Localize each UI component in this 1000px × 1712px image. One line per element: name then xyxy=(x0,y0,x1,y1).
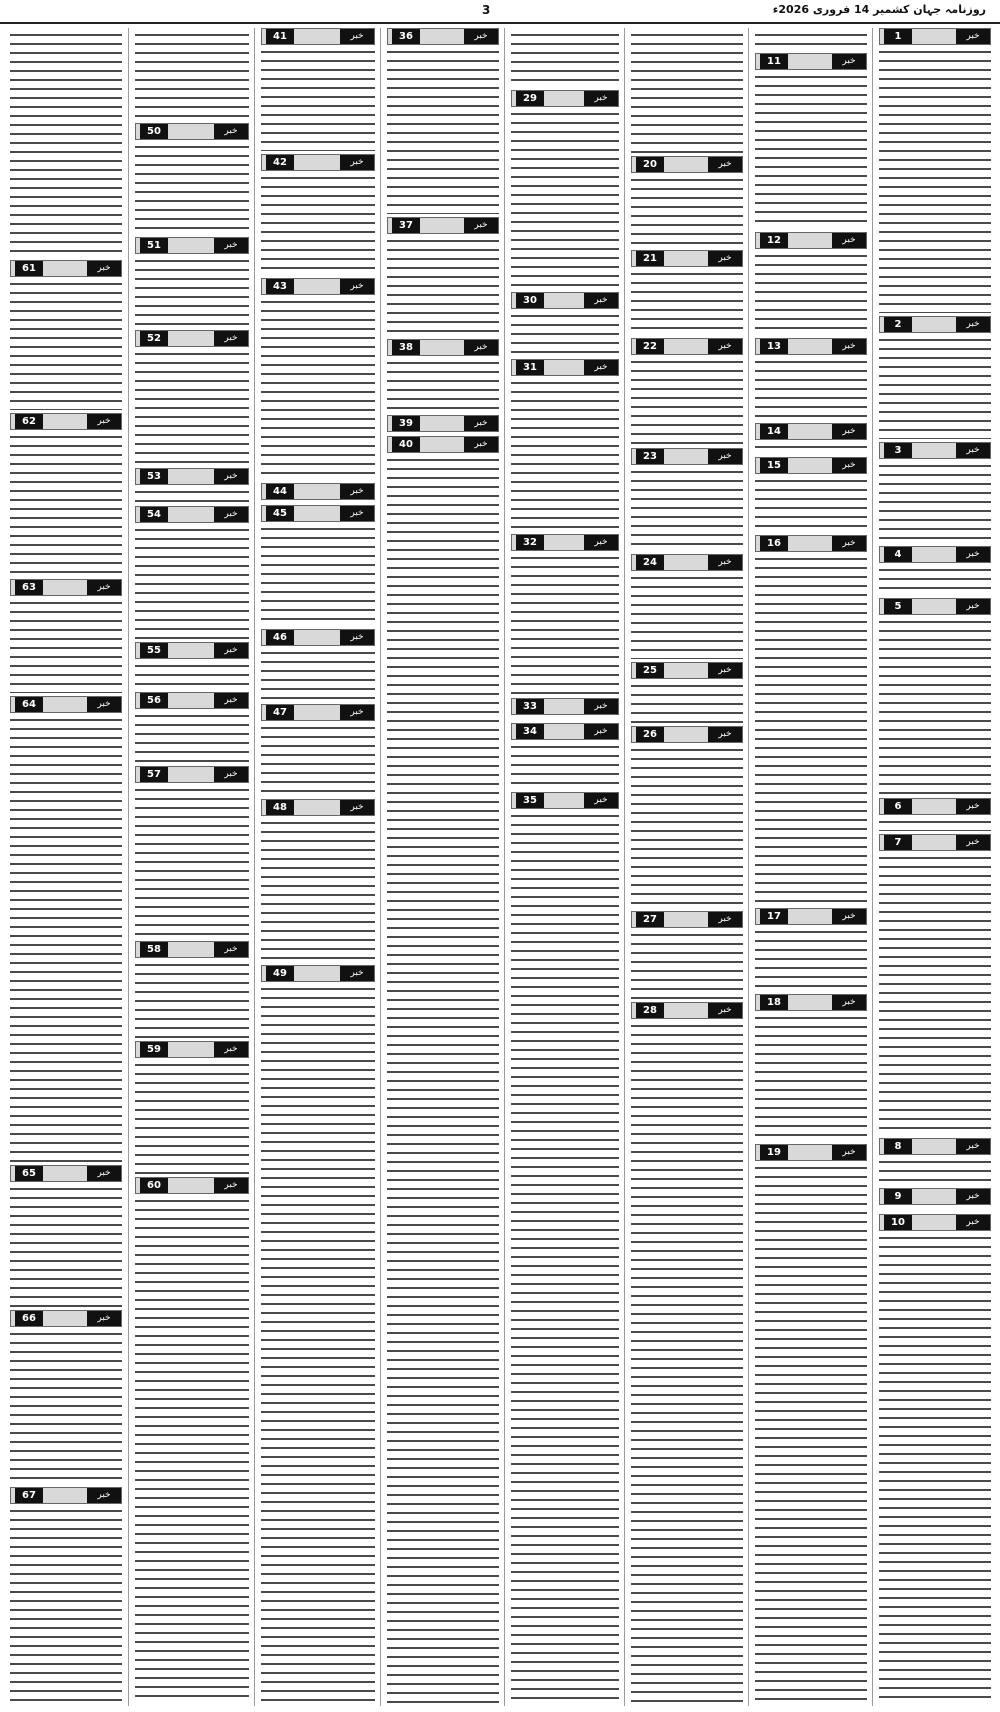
news-item-number: 32 xyxy=(516,535,544,550)
news-item-header xyxy=(261,704,375,721)
news-item-header xyxy=(135,692,249,709)
news-item-tag: خبر xyxy=(340,966,374,981)
news-item-number: 6 xyxy=(884,799,912,814)
news-item-number: 43 xyxy=(266,279,294,294)
news-item-header xyxy=(879,834,991,851)
news-item-header xyxy=(879,546,991,563)
news-item-number: 4 xyxy=(884,547,912,562)
news-item-number: 55 xyxy=(140,643,168,658)
news-item-tag: خبر xyxy=(708,1003,742,1018)
news-item-header xyxy=(879,598,991,615)
article-text xyxy=(755,30,867,51)
article-text xyxy=(631,573,743,659)
news-column xyxy=(748,28,873,1706)
news-item-header xyxy=(511,723,619,740)
article-text xyxy=(511,553,619,695)
article-text xyxy=(261,524,375,626)
news-item-tag: خبر xyxy=(340,29,374,44)
news-item-header xyxy=(261,505,375,522)
article-text xyxy=(261,818,375,962)
news-item-number: 30 xyxy=(516,293,544,308)
news-item-number: 35 xyxy=(516,793,544,808)
news-item-tag: خبر xyxy=(464,29,498,44)
news-item-tag: خبر xyxy=(832,339,866,354)
news-item-number: 27 xyxy=(636,912,664,927)
article-text xyxy=(261,47,375,151)
article-text xyxy=(511,378,619,531)
news-item-number: 26 xyxy=(636,727,664,742)
news-item-tag: خبر xyxy=(214,643,248,658)
news-item-header xyxy=(631,448,743,465)
article-text xyxy=(135,1060,249,1174)
news-item-header xyxy=(10,696,122,713)
article-text xyxy=(10,432,122,576)
news-item-header xyxy=(755,535,867,552)
news-item-tag: خبر xyxy=(464,416,498,431)
news-item-tag: خبر xyxy=(464,218,498,233)
news-item-header xyxy=(261,154,375,171)
news-item-number: 21 xyxy=(636,251,664,266)
news-item-number: 49 xyxy=(266,966,294,981)
news-item-number: 14 xyxy=(760,424,788,439)
news-column xyxy=(254,28,381,1706)
news-item-header xyxy=(631,911,743,928)
news-item-tag: خبر xyxy=(708,555,742,570)
news-item-header xyxy=(10,1165,122,1182)
news-item-header xyxy=(387,28,499,45)
news-item-number: 50 xyxy=(140,124,168,139)
article-text xyxy=(10,715,122,1162)
news-item-number: 58 xyxy=(140,942,168,957)
article-text xyxy=(135,661,249,689)
news-column xyxy=(128,28,255,1706)
news-item-header xyxy=(755,908,867,925)
news-item-tag: خبر xyxy=(584,293,618,308)
news-item-number: 25 xyxy=(636,663,664,678)
news-item-number: 19 xyxy=(760,1145,788,1160)
news-item-header xyxy=(755,457,867,474)
article-text xyxy=(135,142,249,234)
news-item-tag: خبر xyxy=(340,506,374,521)
news-item-header xyxy=(135,642,249,659)
news-item-number: 60 xyxy=(140,1178,168,1193)
news-item-number: 13 xyxy=(760,339,788,354)
news-item-number: 33 xyxy=(516,699,544,714)
masthead xyxy=(0,0,1000,24)
news-item-number: 3 xyxy=(884,443,912,458)
news-item-header xyxy=(10,1310,122,1327)
news-item-header xyxy=(631,726,743,743)
news-item-header xyxy=(387,415,499,432)
news-item-tag: خبر xyxy=(340,279,374,294)
news-item-number: 15 xyxy=(760,458,788,473)
news-item-tag: خبر xyxy=(464,340,498,355)
article-text xyxy=(135,256,249,327)
article-text xyxy=(135,1196,249,1703)
news-item-number: 40 xyxy=(392,437,420,452)
news-item-number: 48 xyxy=(266,800,294,815)
article-text xyxy=(631,1021,743,1703)
news-item-tag: خبر xyxy=(956,835,990,850)
news-item-header xyxy=(755,994,867,1011)
news-item-header xyxy=(135,468,249,485)
news-item-number: 66 xyxy=(15,1311,43,1326)
news-item-tag: خبر xyxy=(584,724,618,739)
article-text xyxy=(755,476,867,532)
news-item-tag: خبر xyxy=(340,800,374,815)
article-text xyxy=(261,297,375,480)
news-item-tag: خبر xyxy=(956,1139,990,1154)
news-item-tag: خبر xyxy=(832,1145,866,1160)
article-text xyxy=(10,1506,122,1703)
article-text xyxy=(135,785,249,938)
news-item-header xyxy=(135,330,249,347)
news-item-number: 16 xyxy=(760,536,788,551)
news-item-tag: خبر xyxy=(87,1488,121,1503)
news-item-number: 59 xyxy=(140,1042,168,1057)
news-item-header xyxy=(755,1144,867,1161)
article-text xyxy=(511,311,619,356)
article-text xyxy=(135,960,249,1038)
article-text xyxy=(631,681,743,723)
news-item-tag: خبر xyxy=(708,449,742,464)
article-text xyxy=(755,72,867,229)
news-item-tag: خبر xyxy=(340,484,374,499)
news-item-tag: خبر xyxy=(956,317,990,332)
article-text xyxy=(387,47,499,214)
news-item-header xyxy=(387,217,499,234)
news-item-number: 17 xyxy=(760,909,788,924)
news-item-number: 64 xyxy=(15,697,43,712)
news-item-number: 63 xyxy=(15,580,43,595)
news-item-header xyxy=(387,436,499,453)
news-item-tag: خبر xyxy=(832,54,866,69)
article-text xyxy=(755,1013,867,1141)
news-item-header xyxy=(511,292,619,309)
article-text xyxy=(261,173,375,275)
article-text xyxy=(631,930,743,999)
news-item-number: 39 xyxy=(392,416,420,431)
news-item-tag: خبر xyxy=(214,507,248,522)
article-text xyxy=(631,467,743,551)
news-item-tag: خبر xyxy=(956,1215,990,1230)
article-text xyxy=(879,47,991,313)
news-item-header xyxy=(879,316,991,333)
news-item-number: 20 xyxy=(636,157,664,172)
news-item-header xyxy=(631,662,743,679)
news-item-header xyxy=(631,554,743,571)
news-item-tag: خبر xyxy=(214,124,248,139)
news-item-header xyxy=(135,766,249,783)
news-item-header xyxy=(511,359,619,376)
article-text xyxy=(879,1157,991,1185)
news-item-number: 12 xyxy=(760,233,788,248)
article-text xyxy=(631,30,743,154)
news-item-header xyxy=(135,506,249,523)
article-text xyxy=(511,742,619,789)
news-columns xyxy=(4,28,996,1706)
news-item-header xyxy=(261,278,375,295)
article-text xyxy=(135,349,249,465)
article-text xyxy=(387,236,499,336)
news-item-number: 54 xyxy=(140,507,168,522)
article-text xyxy=(135,525,249,639)
news-item-header xyxy=(135,123,249,140)
news-item-number: 34 xyxy=(516,724,544,739)
news-item-header xyxy=(10,1487,122,1504)
news-item-tag: خبر xyxy=(584,793,618,808)
news-item-header xyxy=(879,798,991,815)
news-item-tag: خبر xyxy=(832,909,866,924)
article-text xyxy=(511,109,619,289)
news-item-tag: خبر xyxy=(708,251,742,266)
news-item-number: 38 xyxy=(392,340,420,355)
news-item-number: 9 xyxy=(884,1189,912,1204)
article-text xyxy=(631,269,743,335)
news-item-tag: خبر xyxy=(832,458,866,473)
news-item-number: 1 xyxy=(884,29,912,44)
news-item-header xyxy=(879,442,991,459)
news-item-tag: خبر xyxy=(584,91,618,106)
news-item-tag: خبر xyxy=(87,580,121,595)
article-text xyxy=(755,251,867,335)
news-item-number: 51 xyxy=(140,238,168,253)
article-text xyxy=(631,175,743,247)
news-column xyxy=(4,28,128,1706)
news-item-header xyxy=(135,1177,249,1194)
article-text xyxy=(755,357,867,420)
news-item-header xyxy=(879,1138,991,1155)
article-text xyxy=(755,442,867,454)
news-item-header xyxy=(10,413,122,430)
news-item-tag: خبر xyxy=(584,360,618,375)
news-item-number: 53 xyxy=(140,469,168,484)
news-item-header xyxy=(261,965,375,982)
news-item-number: 42 xyxy=(266,155,294,170)
news-item-number: 62 xyxy=(15,414,43,429)
news-item-number: 2 xyxy=(884,317,912,332)
article-text xyxy=(387,455,499,1703)
news-item-tag: خبر xyxy=(87,1166,121,1181)
news-item-number: 36 xyxy=(392,29,420,44)
news-item-header xyxy=(631,338,743,355)
news-item-number: 47 xyxy=(266,705,294,720)
article-text xyxy=(879,335,991,439)
news-item-number: 18 xyxy=(760,995,788,1010)
news-item-tag: خبر xyxy=(708,339,742,354)
news-item-number: 23 xyxy=(636,449,664,464)
news-item-header xyxy=(261,629,375,646)
article-text xyxy=(261,984,375,1703)
news-item-tag: خبر xyxy=(87,697,121,712)
news-item-number: 41 xyxy=(266,29,294,44)
news-item-header xyxy=(261,799,375,816)
news-item-tag: خبر xyxy=(214,238,248,253)
news-column xyxy=(624,28,749,1706)
news-item-tag: خبر xyxy=(340,705,374,720)
news-item-tag: خبر xyxy=(956,443,990,458)
article-text xyxy=(10,1184,122,1307)
news-item-number: 31 xyxy=(516,360,544,375)
news-item-tag: خبر xyxy=(340,630,374,645)
news-item-tag: خبر xyxy=(832,995,866,1010)
article-text xyxy=(879,853,991,1135)
news-item-number: 65 xyxy=(15,1166,43,1181)
news-item-number: 28 xyxy=(636,1003,664,1018)
news-item-tag: خبر xyxy=(340,155,374,170)
newspaper-date-line: روزنامہ جہان کشمیر 14 فروری 2026ء xyxy=(772,3,986,16)
news-column xyxy=(380,28,505,1706)
news-item-header xyxy=(261,28,375,45)
article-text xyxy=(631,745,743,908)
news-item-header xyxy=(135,941,249,958)
news-item-tag: خبر xyxy=(956,29,990,44)
news-item-number: 52 xyxy=(140,331,168,346)
news-item-tag: خبر xyxy=(464,437,498,452)
news-item-tag: خبر xyxy=(832,536,866,551)
news-item-tag: خبر xyxy=(214,469,248,484)
news-item-tag: خبر xyxy=(956,599,990,614)
news-item-header xyxy=(511,792,619,809)
news-item-tag: خبر xyxy=(708,157,742,172)
article-text xyxy=(10,30,122,258)
article-text xyxy=(511,30,619,88)
news-item-tag: خبر xyxy=(214,767,248,782)
news-item-tag: خبر xyxy=(214,331,248,346)
news-item-tag: خبر xyxy=(214,1178,248,1193)
news-item-header xyxy=(755,423,867,440)
news-item-number: 5 xyxy=(884,599,912,614)
news-item-header xyxy=(135,1041,249,1058)
article-text xyxy=(261,723,375,796)
news-item-tag: خبر xyxy=(87,1311,121,1326)
news-item-tag: خبر xyxy=(214,693,248,708)
article-text xyxy=(631,357,743,445)
article-text xyxy=(879,565,991,595)
news-item-header xyxy=(261,483,375,500)
news-item-tag: خبر xyxy=(708,912,742,927)
news-item-number: 61 xyxy=(15,261,43,276)
news-item-header xyxy=(755,232,867,249)
news-item-tag: خبر xyxy=(956,799,990,814)
news-item-header xyxy=(10,579,122,596)
article-text xyxy=(755,554,867,905)
news-item-number: 57 xyxy=(140,767,168,782)
news-item-header xyxy=(387,339,499,356)
news-item-tag: خبر xyxy=(214,1042,248,1057)
page-number: 3 xyxy=(482,3,491,17)
article-text xyxy=(135,30,249,121)
article-text xyxy=(10,1329,122,1484)
news-item-header xyxy=(755,338,867,355)
news-item-number: 22 xyxy=(636,339,664,354)
news-item-number: 24 xyxy=(636,555,664,570)
news-item-number: 29 xyxy=(516,91,544,106)
news-item-tag: خبر xyxy=(956,1189,990,1204)
news-item-tag: خبر xyxy=(956,547,990,562)
news-item-number: 46 xyxy=(266,630,294,645)
news-item-header xyxy=(631,156,743,173)
article-text xyxy=(511,811,619,1703)
news-item-header xyxy=(755,53,867,70)
news-item-number: 10 xyxy=(884,1215,912,1230)
article-text xyxy=(135,487,249,503)
news-item-number: 8 xyxy=(884,1139,912,1154)
news-item-tag: خبر xyxy=(87,414,121,429)
article-text xyxy=(261,648,375,701)
news-item-tag: خبر xyxy=(87,261,121,276)
article-text xyxy=(10,279,122,410)
news-item-header xyxy=(135,237,249,254)
news-item-tag: خبر xyxy=(708,663,742,678)
news-item-header xyxy=(631,250,743,267)
news-item-number: 45 xyxy=(266,506,294,521)
news-item-number: 11 xyxy=(760,54,788,69)
news-item-tag: خبر xyxy=(832,233,866,248)
news-item-number: 67 xyxy=(15,1488,43,1503)
news-item-header xyxy=(511,90,619,107)
news-item-tag: خبر xyxy=(214,942,248,957)
article-text xyxy=(135,711,249,763)
article-text xyxy=(755,1163,867,1703)
news-item-tag: خبر xyxy=(584,535,618,550)
article-text xyxy=(879,617,991,795)
news-item-number: 44 xyxy=(266,484,294,499)
article-text xyxy=(10,598,122,693)
news-column xyxy=(504,28,625,1706)
news-item-header xyxy=(879,1188,991,1205)
article-text xyxy=(879,817,991,831)
article-text xyxy=(755,927,867,991)
news-item-tag: خبر xyxy=(832,424,866,439)
news-item-tag: خبر xyxy=(708,727,742,742)
news-item-tag: خبر xyxy=(584,699,618,714)
news-item-number: 7 xyxy=(884,835,912,850)
article-text xyxy=(879,461,991,543)
news-item-header xyxy=(631,1002,743,1019)
article-text xyxy=(879,1233,991,1703)
news-item-header xyxy=(511,698,619,715)
news-column xyxy=(872,28,997,1706)
news-item-header xyxy=(879,1214,991,1231)
article-text xyxy=(387,358,499,412)
news-item-header xyxy=(879,28,991,45)
news-item-header xyxy=(10,260,122,277)
news-item-header xyxy=(511,534,619,551)
news-item-number: 56 xyxy=(140,693,168,708)
news-item-number: 37 xyxy=(392,218,420,233)
